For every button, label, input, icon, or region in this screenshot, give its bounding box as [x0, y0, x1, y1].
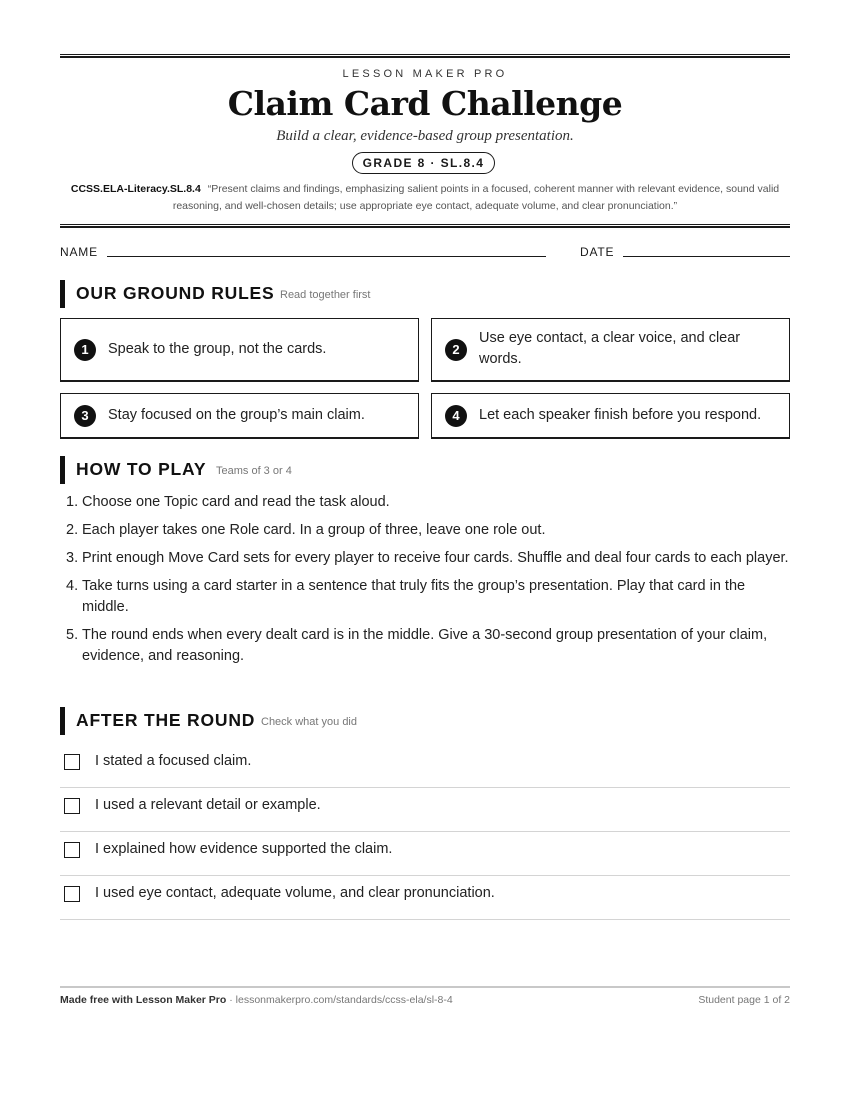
section-note: Check what you did — [261, 716, 357, 728]
list-item: 1. Choose one Topic card and read the task aloud. — [66, 494, 390, 510]
section-title: OUR GROUND RULES — [76, 283, 275, 303]
checklist-item — [60, 875, 790, 920]
standard-text: “Present claims and findings, emphasizing salient points in a focused, coherent manner with relevant evidence, sound valid reasoning, and well-chosen details; use appropriate eye contact, adequate volume, and clear pronunciation.” — [172, 183, 780, 212]
footer — [60, 994, 790, 1006]
section-marker — [60, 280, 65, 308]
footer-link[interactable]: · lessonmakerpro.com/standards/ccss-ela/sl-8-4 — [226, 994, 453, 1006]
section-marker — [60, 707, 65, 735]
header-bottom-rule — [60, 224, 790, 228]
checkbox[interactable] — [64, 798, 80, 814]
checklist-label: I used eye contact, adequate volume, and clear pronunciation. — [95, 885, 495, 901]
checklist-label: I explained how evidence supported the claim. — [95, 841, 393, 857]
how-to-play-heading — [60, 456, 790, 484]
section-note: Read together first — [280, 289, 371, 301]
list-item: 4. Take turns using a card starter in a sentence that truly fits the group’s presentation. Play that card in the middle. — [66, 578, 746, 615]
standard-code: CCSS.ELA-Literacy.SL.8.4 — [70, 183, 201, 195]
date-field[interactable] — [623, 256, 790, 257]
list-item: 5. The round ends when every dealt card is in the middle. Give a 30-second group presentation of your claim, evidence, and reasoning. — [66, 627, 768, 664]
rule-number-badge: 1 — [74, 339, 96, 361]
ground-rule-card — [431, 318, 790, 382]
rule-text: Let each speaker finish before you respond. — [479, 407, 762, 423]
rule-number-badge: 3 — [74, 405, 96, 427]
list-item: 3. Print enough Move Card sets for every player to receive four cards. Shuffle and deal four cards to each player. — [66, 550, 789, 566]
ground-rule-card — [60, 318, 419, 382]
name-date-row — [60, 245, 790, 261]
page-number: Student page 1 of 2 — [698, 994, 790, 1006]
brand-name: LESSON MAKER PRO — [342, 68, 508, 80]
header-top-rule — [60, 54, 790, 58]
checklist-item — [60, 787, 790, 832]
rule-text: Stay focused on the group’s main claim. — [108, 407, 365, 423]
after-round-heading — [60, 707, 790, 735]
checklist-item — [60, 743, 790, 788]
rule-text: Speak to the group, not the cards. — [108, 341, 327, 357]
grade-badge: GRADE 8 · SL.8.4 — [352, 152, 495, 174]
section-title: HOW TO PLAY — [76, 459, 207, 479]
rule-number-badge: 2 — [445, 339, 467, 361]
page-title: Claim Card Challenge — [227, 84, 623, 123]
name-field[interactable] — [107, 256, 546, 257]
checklist-item — [60, 831, 790, 876]
section-title: AFTER THE ROUND — [76, 710, 256, 730]
checkbox[interactable] — [64, 754, 80, 770]
rule-number-badge: 4 — [445, 405, 467, 427]
checklist-label: I stated a focused claim. — [95, 753, 252, 769]
footer-credit: Made free with Lesson Maker Pro — [60, 994, 227, 1006]
rule-text: Use eye contact, a clear voice, and clear words. — [479, 330, 741, 367]
standard-block — [60, 181, 790, 215]
ground-rule-card — [431, 393, 790, 439]
page-subtitle: Build a clear, evidence-based group presentation. — [276, 128, 574, 144]
ground-rules-heading — [60, 280, 790, 308]
checklist-label: I used a relevant detail or example. — [95, 797, 321, 813]
steps-list — [60, 492, 790, 674]
section-note: Teams of 3 or 4 — [216, 465, 292, 477]
ground-rule-card — [60, 393, 419, 439]
list-item: 2. Each player takes one Role card. In a group of three, leave one role out. — [66, 522, 546, 538]
date-label: DATE — [580, 245, 615, 259]
footer-rule — [60, 986, 790, 988]
checkbox[interactable] — [64, 842, 80, 858]
name-label: NAME — [60, 245, 98, 259]
section-marker — [60, 456, 65, 484]
checkbox[interactable] — [64, 886, 80, 902]
